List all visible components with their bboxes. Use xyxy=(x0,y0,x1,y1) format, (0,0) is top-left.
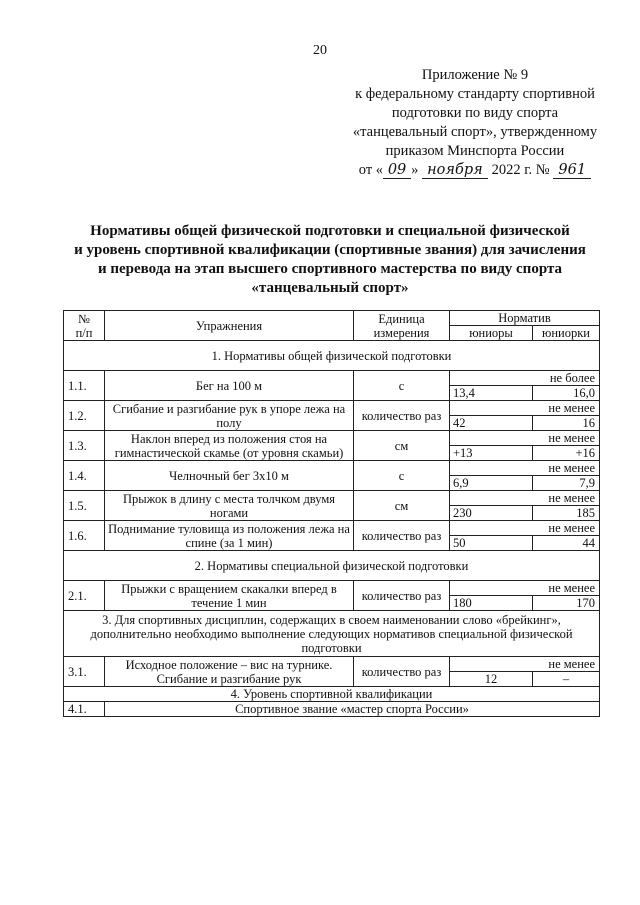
value-juniors-m: 230 xyxy=(450,506,533,521)
table-row xyxy=(64,581,600,596)
value-juniors-f: – xyxy=(533,672,600,687)
title-line: и перевода на этап высшего спортивного мастерства по виду спорта xyxy=(97,261,563,277)
table-row xyxy=(64,401,600,416)
section-title: 1. Нормативы общей физической подготовки xyxy=(64,341,600,371)
header-num xyxy=(64,311,105,341)
title-line: Нормативы общей физической подготовки и специальной физической xyxy=(90,223,570,239)
section-title: 2. Нормативы специальной физической подготовки xyxy=(64,551,600,581)
appendix-line: Приложение № 9 xyxy=(421,67,529,83)
value-juniors-f: 7,9 xyxy=(533,476,600,491)
row-condition: не более xyxy=(450,371,600,386)
norms-table xyxy=(63,310,600,717)
year-label: 2022 г. № xyxy=(491,162,550,178)
title-line: и уровень спортивной квалификации (спортивные звания) для зачисления xyxy=(74,242,586,258)
row-unit: см xyxy=(354,491,450,521)
row-unit: количество раз xyxy=(354,581,450,611)
row-exercise: Прыжки с вращением скакалки вперед в течение 1 мин xyxy=(105,581,354,611)
value-juniors-f: 16,0 xyxy=(533,386,600,401)
appendix-line: подготовки по виду спорта xyxy=(391,105,559,121)
row-num: 1.1. xyxy=(64,371,105,401)
value-juniors-m: +13 xyxy=(450,446,533,461)
row-unit: с xyxy=(354,461,450,491)
qualification-text: Спортивное звание «мастер спорта России» xyxy=(105,702,600,717)
value-juniors-m: 13,4 xyxy=(450,386,533,401)
row-exercise: Наклон вперед из положения стоя на гимнастической скамье (от уровня скамьи) xyxy=(105,431,354,461)
value-juniors-m: 12 xyxy=(450,672,533,687)
value-juniors-f: 44 xyxy=(533,536,600,551)
row-unit: количество раз xyxy=(354,521,450,551)
row-condition: не менее xyxy=(450,461,600,476)
row-num: 3.1. xyxy=(64,657,105,687)
row-condition: не менее xyxy=(450,401,600,416)
row-condition: не менее xyxy=(450,581,600,596)
order-month: ноября xyxy=(422,163,488,179)
row-exercise: Челночный бег 3x10 м xyxy=(105,461,354,491)
quote-close: » xyxy=(411,162,419,178)
header-row xyxy=(64,311,600,326)
header-norm: Норматив xyxy=(450,311,600,326)
value-juniors-m: 42 xyxy=(450,416,533,431)
appendix-line: приказом Минспорта России xyxy=(385,143,565,159)
row-num: 1.4. xyxy=(64,461,105,491)
appendix-line: «танцевальный спорт», утвержденному xyxy=(352,124,598,140)
order-day: 09 xyxy=(383,163,411,179)
row-num: 4.1. xyxy=(64,702,105,717)
row-condition: не менее xyxy=(450,491,600,506)
row-condition: не менее xyxy=(450,657,600,672)
row-unit: количество раз xyxy=(354,657,450,687)
header-num-line: № xyxy=(78,311,90,326)
row-num: 1.3. xyxy=(64,431,105,461)
value-juniors-m: 180 xyxy=(450,596,533,611)
header-unit-line: измерения xyxy=(373,325,430,340)
row-unit: количество раз xyxy=(354,401,450,431)
table-row xyxy=(64,702,600,717)
row-num: 2.1. xyxy=(64,581,105,611)
value-juniors-m: 6,9 xyxy=(450,476,533,491)
header-juniors-m: юниоры xyxy=(450,326,533,341)
order-date-line xyxy=(340,161,610,180)
order-number: 961 xyxy=(553,163,591,179)
title-line: «танцевальный спорт» xyxy=(251,280,409,296)
section-row xyxy=(64,551,600,581)
appendix-header xyxy=(340,66,610,180)
section-row xyxy=(64,341,600,371)
value-juniors-f: 16 xyxy=(533,416,600,431)
row-num: 1.6. xyxy=(64,521,105,551)
table-row xyxy=(64,461,600,476)
section-title: 4. Уровень спортивной квалификации xyxy=(64,687,600,702)
row-exercise: Бег на 100 м xyxy=(105,371,354,401)
row-num: 1.2. xyxy=(64,401,105,431)
header-juniors-f: юниорки xyxy=(533,326,600,341)
row-condition: не менее xyxy=(450,431,600,446)
value-juniors-m: 50 xyxy=(450,536,533,551)
row-exercise: Прыжок в длину с места толчком двумя ногами xyxy=(105,491,354,521)
table-row xyxy=(64,657,600,672)
row-exercise: Поднимание туловища из положения лежа на спине (за 1 мин) xyxy=(105,521,354,551)
section-row xyxy=(64,611,600,657)
table-row xyxy=(64,431,600,446)
from-label: от « xyxy=(358,162,384,178)
row-exercise: Исходное положение – вис на турнике. Сгибание и разгибание рук xyxy=(105,657,354,687)
table-row xyxy=(64,521,600,536)
row-unit: см xyxy=(354,431,450,461)
header-exercise: Упражнения xyxy=(105,311,354,341)
row-exercise: Сгибание и разгибание рук в упоре лежа на полу xyxy=(105,401,354,431)
appendix-line: к федеральному стандарту спортивной xyxy=(355,86,595,102)
header-unit xyxy=(354,311,450,341)
value-juniors-f: 170 xyxy=(533,596,600,611)
header-unit-line: Единица xyxy=(378,311,425,326)
value-juniors-f: 185 xyxy=(533,506,600,521)
document-title xyxy=(60,222,600,298)
row-condition: не менее xyxy=(450,521,600,536)
row-num: 1.5. xyxy=(64,491,105,521)
section-row xyxy=(64,687,600,702)
page-number: 20 xyxy=(313,43,327,58)
row-unit: с xyxy=(354,371,450,401)
section-title: 3. Для спортивных дисциплин, содержащих в своем наименовании слово «брейкинг», дополнительно необходимо выполнение следующих нормативов специальной физической подготовки xyxy=(64,611,600,657)
value-juniors-f: +16 xyxy=(533,446,600,461)
header-num-line: п/п xyxy=(75,325,93,340)
table-row xyxy=(64,491,600,506)
table-row xyxy=(64,371,600,386)
